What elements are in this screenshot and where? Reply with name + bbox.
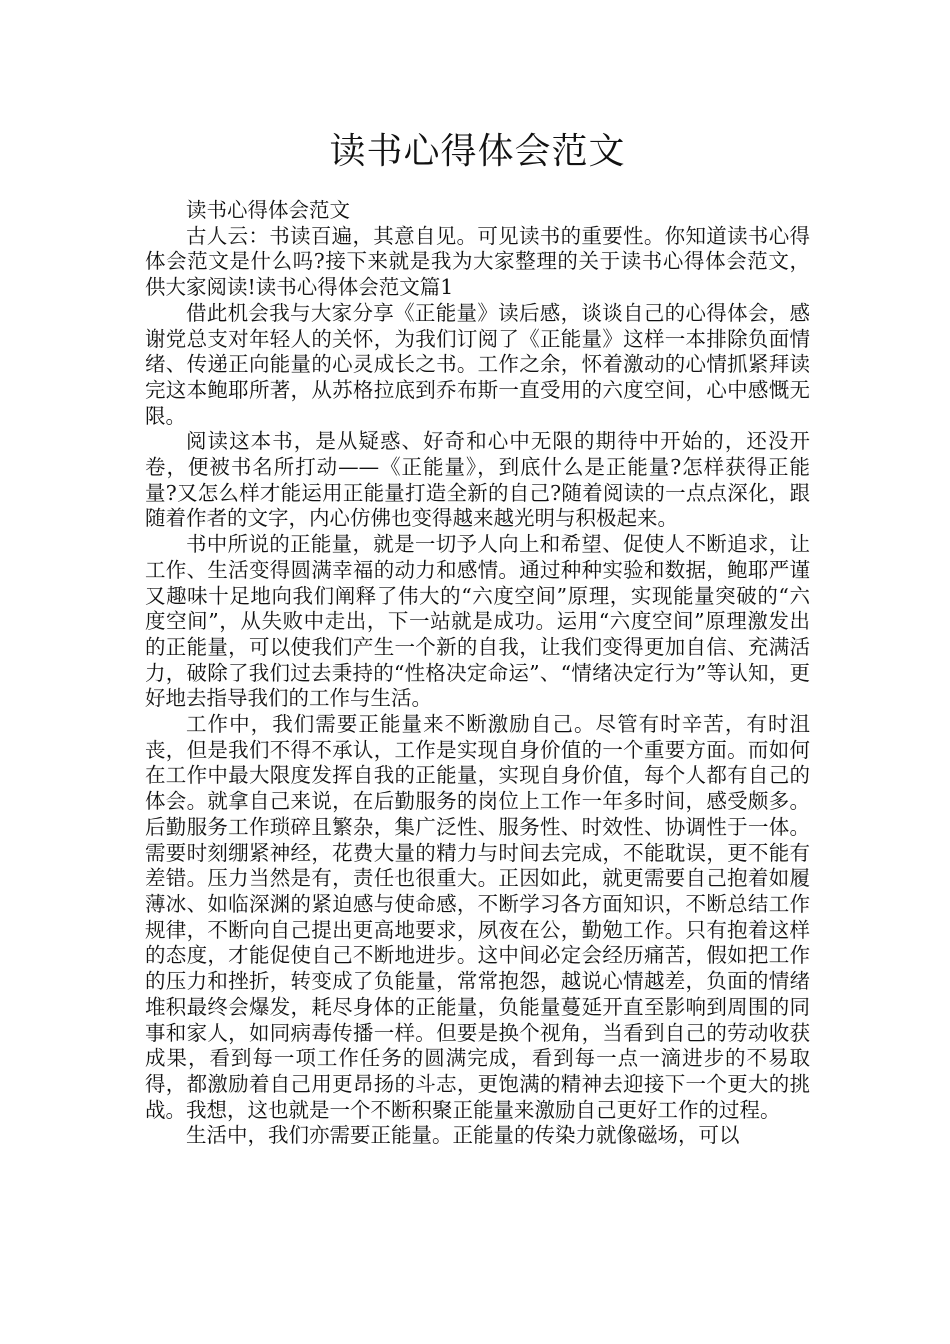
paragraph: 借此机会我与大家分享《正能量》读后感，谈谈自己的心得体会，感谢党总支对年轻人的关怀，为我们订阅了《正能量》这样一本排除负面情绪、传递正向能量的心灵成长之书。工作之余，怀着激动的心情抓紧拜读完这本鲍耶所著，从苏格拉底到乔布斯一直受用的六度空间，心中感慨无限。 — [145, 300, 810, 428]
paragraph-intro: 古人云：书读百遍，其意自见。可见读书的重要性。你知道读书心得体会范文是什么吗?接下来就是我为大家整理的关于读书心得体会范文，供大家阅读!读书心得体会范文篇1 — [145, 223, 810, 300]
document-page — [145, 0, 810, 1344]
document-title: 读书心得体会范文 — [329, 131, 626, 172]
document-body — [145, 198, 810, 1149]
paragraph: 书中所说的正能量，就是一切予人向上和希望、促使人不断追求，让工作、生活变得圆满幸福的动力和感情。通过种种实验和数据，鲍耶严谨又趣味十足地向我们阐释了伟大的“六度空间”原理，实现能量突破的“六度空间”，从失败中走出，下一站就是成功。运用“六度空间”原理激发出的正能量，可以使我们产生一个新的自我，让我们变得更加自信、充满活力，破除了我们过去秉持的“性格决定命运”、“情绪决定行为”等认知，更好地去指导我们的工作与生活。 — [145, 532, 810, 711]
paragraph: 生活中，我们亦需要正能量。正能量的传染力就像磁场，可以 — [186, 1123, 740, 1148]
paragraph: 工作中，我们需要正能量来不断激励自己。尽管有时辛苦，有时沮丧，但是我们不得不承认，工作是实现自身价值的一个重要方面。而如何在工作中最大限度发挥自我的正能量，实现自身价值，每个人都有自己的体会。就拿自己来说，在后勤服务的岗位上工作一年多时间，感受颇多。后勤服务工作琐碎且繁杂，集广泛性、服务性、时效性、协调性于一体。需要时刻绷紧神经，花费大量的精力与时间去完成，不能耽误，更不能有差错。压力当然是有，责任也很重大。正因如此，就更需要自己抱着如履薄冰、如临深渊的紧迫感与使命感，不断学习各方面知识，不断总结工作规律，不断向自己提出更高地要求，夙夜在公，勤勉工作。只有抱着这样的态度，才能促使自己不断地进步。这中间必定会经历痛苦，假如把工作的压力和挫折，转变成了负能量，常常抱怨，越说心情越差，负面的情绪堆积最终会爆发，耗尽身体的正能量，负能量蔓延开直至影响到周围的同事和家人，如同病毒传播一样。但要是换个视角，当看到自己的劳动收获成果，看到每一项工作任务的圆满完成，看到每一点一滴进步的不易取得，都激励着自己用更昂扬的斗志，更饱满的精神去迎接下一个更大的挑战。我想，这也就是一个不断积聚正能量来激励自己更好工作的过程。 — [145, 712, 810, 1122]
paragraph-subtitle: 读书心得体会范文 — [186, 198, 350, 222]
paragraph: 阅读这本书，是从疑惑、好奇和心中无限的期待中开始的，还没开卷，便被书名所打动——《正能量》，到底什么是正能量?怎样获得正能量?又怎么样才能运用正能量打造全新的自己?随着阅读的一点点深化，跟随着作者的文字，内心仿佛也变得越来越光明与积极起来。 — [145, 429, 810, 531]
